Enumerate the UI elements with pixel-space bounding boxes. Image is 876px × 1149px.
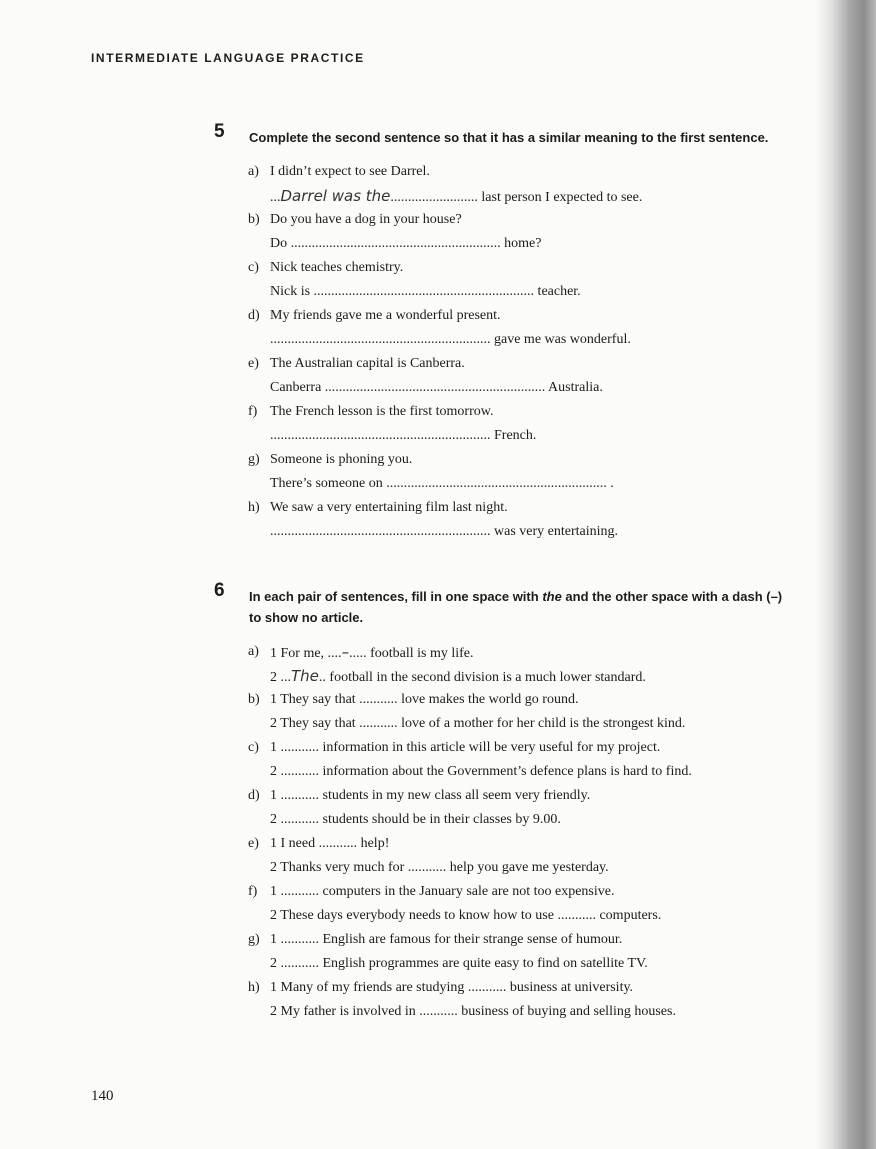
item-answer: ............................................................... was very entertaining. (270, 524, 619, 539)
item-sentence-1: a) 1 For me, ....–..... football is my life. (248, 643, 474, 661)
exercise-instruction: In each pair of sentences, fill in one space with the and the other space with a dash (–) to show no article. (249, 589, 783, 625)
exercise-number: 5 (214, 121, 225, 142)
item-sentence-1: h) 1 Many of my friends are studying ........... business at university. (248, 980, 634, 995)
exercise-6-items (248, 640, 794, 1024)
item-sentence-2: 2 ........... information about the Government’s defence plans is hard to find. (270, 764, 692, 779)
item-prompt: g) Someone is phoning you. (248, 452, 413, 467)
item-prompt: c) Nick teaches chemistry. (248, 260, 404, 275)
item-sentence-1: c) 1 ........... information in this article will be very useful for my project. (248, 740, 661, 755)
exercise-5 (214, 121, 794, 544)
item-answer: Do ............................................................ home? (270, 236, 542, 251)
item-sentence-2: 2 Thanks very much for ........... help you gave me yesterday. (270, 860, 609, 875)
running-header: INTERMEDIATE LANGUAGE PRACTICE (91, 51, 365, 65)
handwritten-answer: – (341, 643, 350, 661)
item-answer: There’s someone on ............................................................... . (270, 476, 614, 491)
item-sentence-2: 2 ........... students should be in their classes by 9.00. (270, 812, 561, 827)
item-sentence-2: 2 These days everybody needs to know how to use ........... computers. (270, 908, 662, 923)
exercise-6 (214, 580, 794, 1024)
item-sentence-2: 2 ...The.. football in the second division is a much lower standard. (270, 667, 646, 685)
item-sentence-2: 2 My father is involved in ........... business of buying and selling houses. (270, 1004, 676, 1019)
item-answer: Canberra ............................................................... Australia. (270, 380, 603, 395)
exercise-5-items (248, 160, 794, 544)
item-sentence-2: 2 They say that ........... love of a mother for her child is the strongest kind. (270, 716, 686, 731)
item-sentence-1: f) 1 ........... computers in the January sale are not too expensive. (248, 884, 615, 899)
exercise-number: 6 (214, 580, 225, 601)
item-sentence-1: e) 1 I need ........... help! (248, 836, 390, 851)
item-sentence-1: d) 1 ........... students in my new class all seem very friendly. (248, 788, 591, 803)
handwritten-answer: Darrel was the (280, 187, 391, 205)
item-prompt: h) We saw a very entertaining film last night. (248, 500, 508, 515)
item-answer: Nick is ............................................................... teacher. (270, 284, 581, 299)
item-prompt: b) Do you have a dog in your house? (248, 212, 462, 227)
handwritten-answer: The (291, 667, 319, 685)
book-spine-shadow (816, 0, 876, 1149)
item-answer: ............................................................... gave me was wonderful. (270, 332, 631, 347)
item-prompt: f) The French lesson is the first tomorrow. (248, 404, 494, 419)
item-answer: ............................................................... French. (270, 428, 537, 443)
item-sentence-1: g) 1 ........... English are famous for their strange sense of humour. (248, 932, 623, 947)
page-number: 140 (91, 1088, 114, 1104)
item-sentence-1: b) 1 They say that ........... love makes the world go round. (248, 692, 579, 707)
item-prompt: a) I didn’t expect to see Darrel. (248, 164, 430, 179)
exercise-instruction: Complete the second sentence so that it has a similar meaning to the first sentence. (249, 130, 769, 145)
item-sentence-2: 2 ........... English programmes are quite easy to find on satellite TV. (270, 956, 648, 971)
item-answer: ...Darrel was the......................... last person I expected to see. (270, 187, 643, 205)
item-prompt: d) My friends gave me a wonderful present. (248, 308, 501, 323)
item-prompt: e) The Australian capital is Canberra. (248, 356, 465, 371)
